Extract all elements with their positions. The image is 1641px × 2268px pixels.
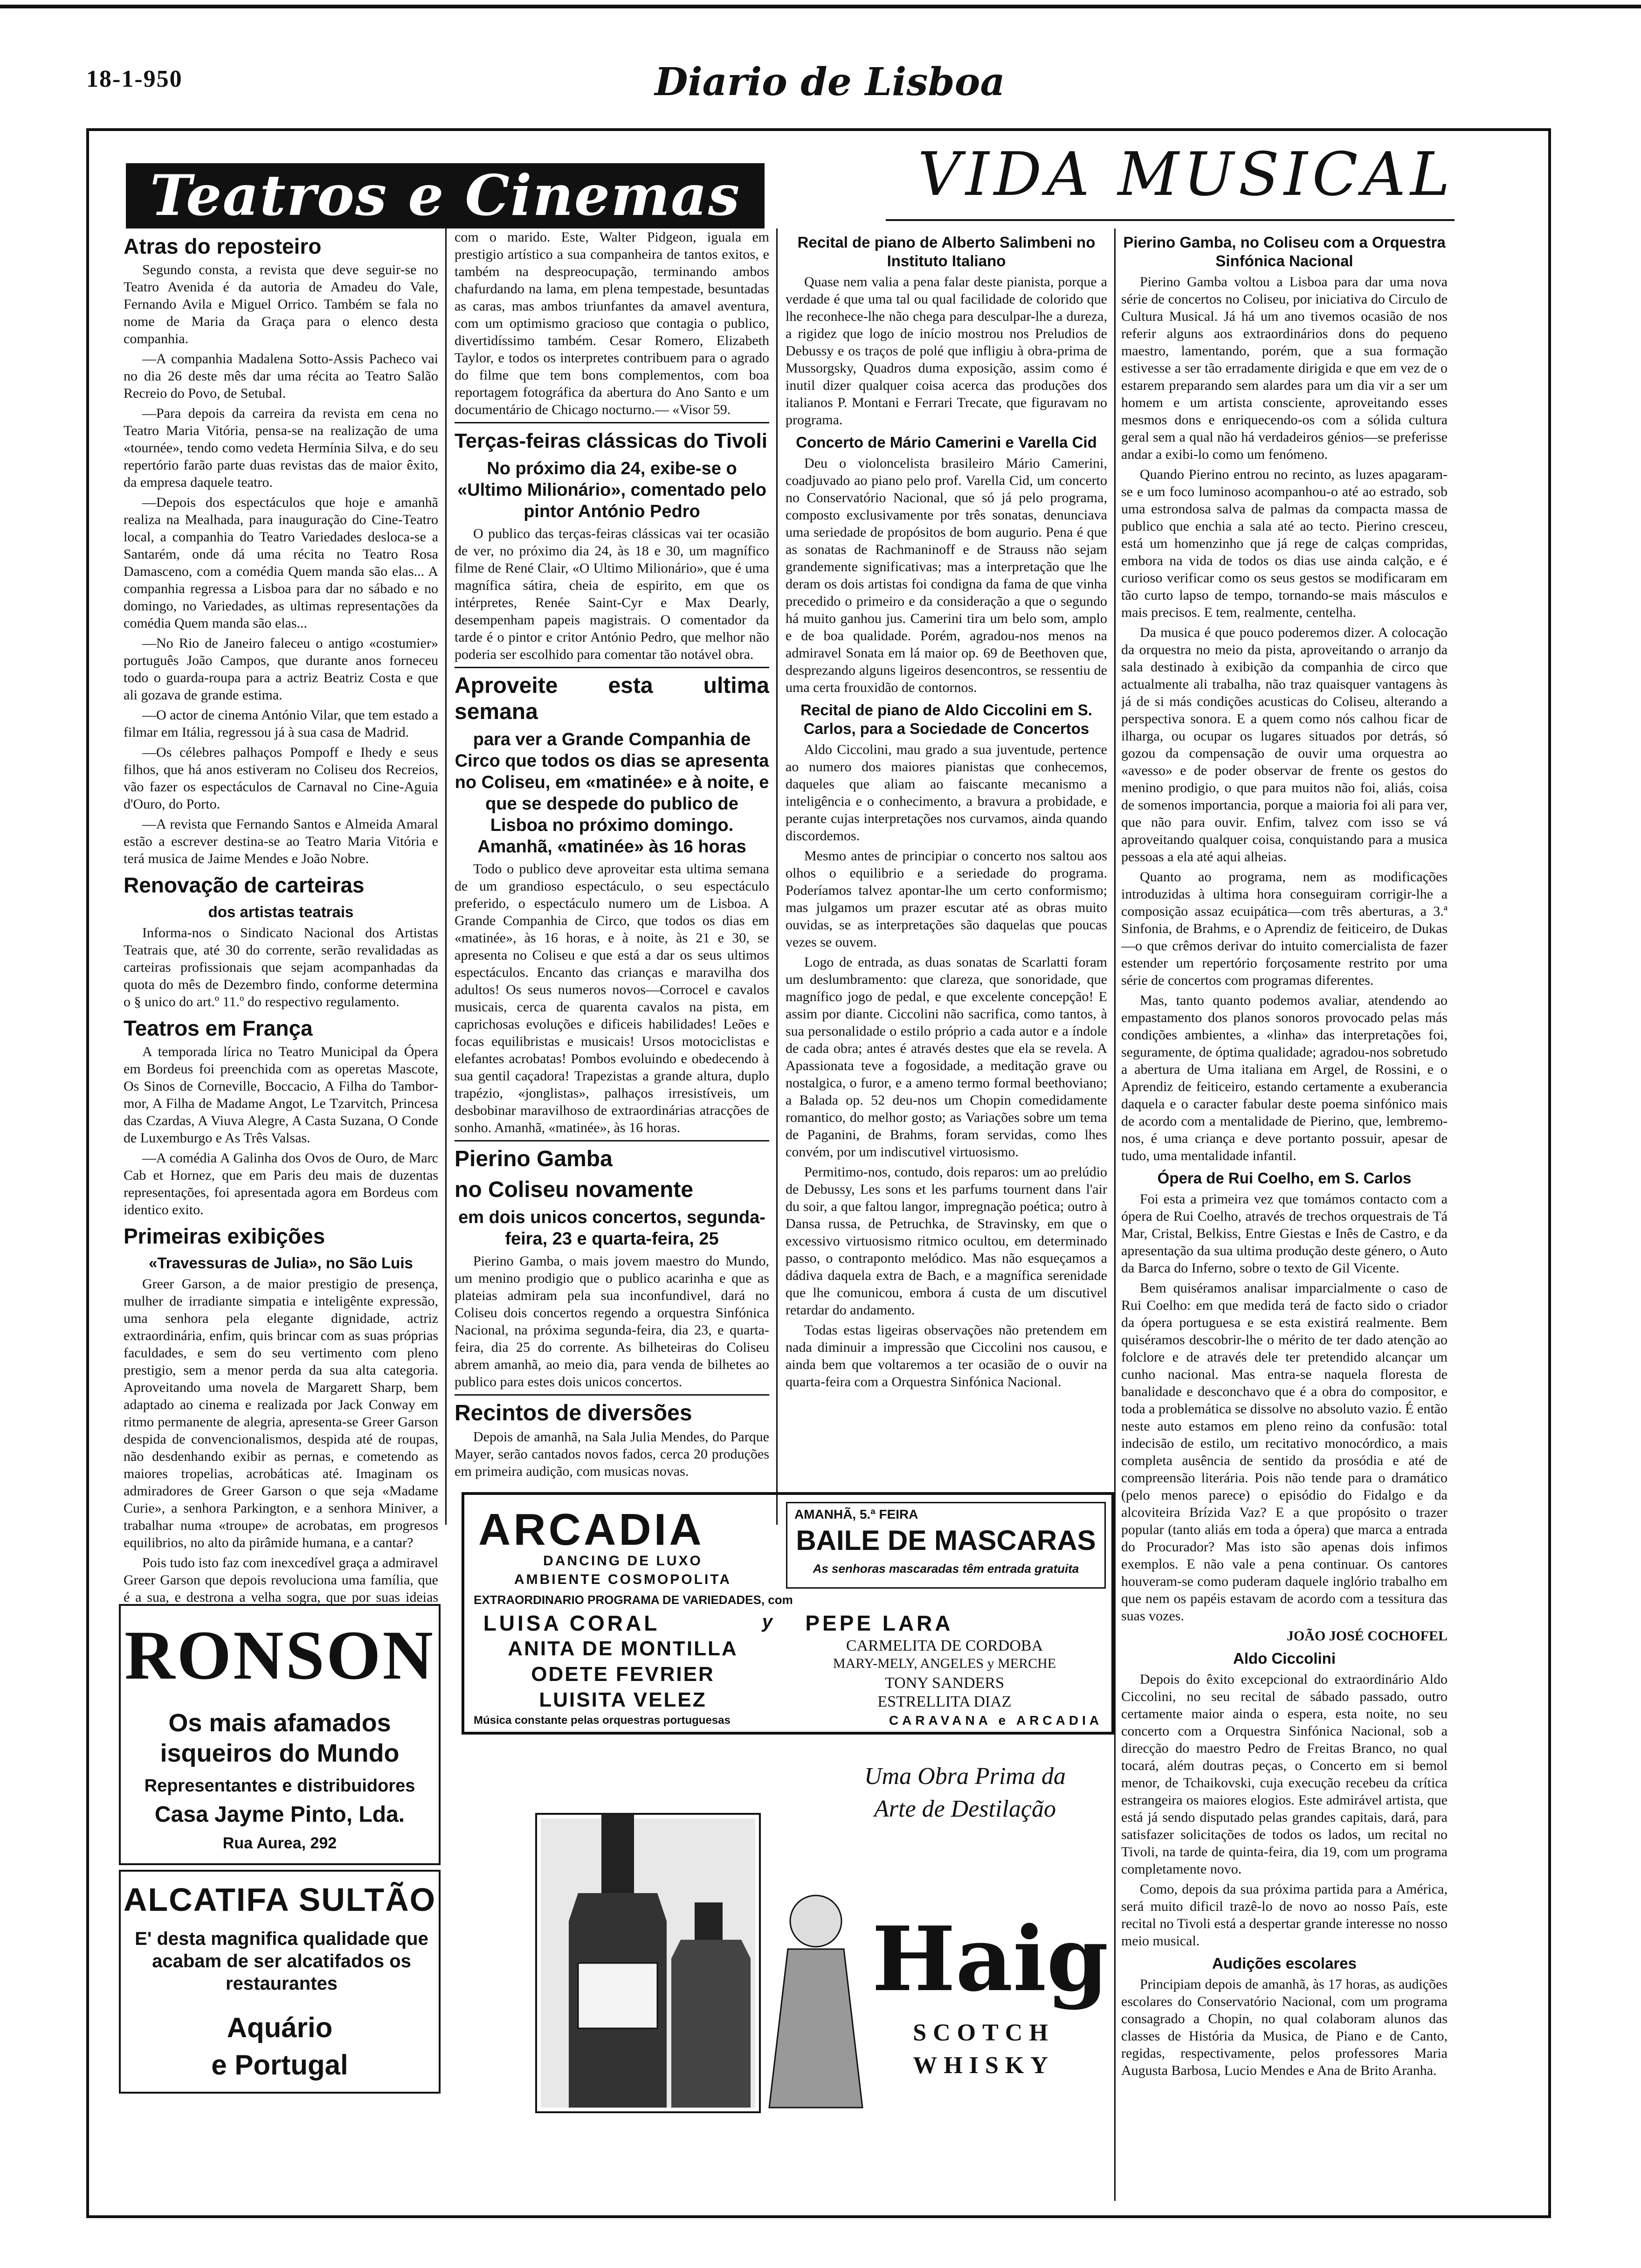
paragraph: —O actor de cinema António Vilar, que tem estado a filmar em Itália, regressou já à sua casa de Madrid.	[124, 707, 438, 740]
paragraph: Pierino Gamba voltou a Lisboa para dar uma nova série de concertos no Coliseu, por iniciativa do Circulo de Cultura Musical. Já há um ano tivemos ocasião de nos referir alguns aos extraordinários dons do pequeno maestro, lamentando, porém, que a sua formação estivesse a ser tão erradamente dirigida e que em vez de o estarem preparando sem alardes para um dia vir a ser um homem e um artista consciente, aproveitando esses mesmos dons e enriquecendo-os com a sólida cultura geral sem a qual não há verdadeiros génios—se preferisse andar a exibi-lo como um fenómeno.	[1121, 274, 1448, 462]
section-title: Atras do reposteiro	[124, 234, 322, 258]
column-divider	[776, 228, 778, 1525]
paragraph: Quanto ao programa, nem as modificações introduzidas à ultima hora conseguiram corrigir-lhe a composição assaz ecuipática—com três aberturas, a 3.ª Sinfonia, de Brahms, e o Aprendiz de feiticeiro, de Dukas—o que crêmos derivar do intuito comercialista de fazer estender um repertório forçosamente restrito por uma série de concertos com programas diferentes.	[1121, 869, 1448, 988]
paragraph: Pierino Gamba, o mais jovem maestro do Mundo, um menino prodigio que o publico acarinha e que as plateias admiram pela sua inconfundivel, dará no Coliseu dois concertos regendo a orquestra Sinfónica Nacional, na próxima segunda-feira, dia 23, e quarta-feira, dia 25 do corrente. As bilheteiras do Coliseu abrem amanhã, ao meio dia, para venda de bilhetes ao publico para estes dois unicos concertos.	[455, 1253, 769, 1390]
paragraph: —Para depois da carreira da revista em cena no Teatro Maria Vitória, pensa-se na realização de uma «tournée», tendo como vedeta Hermínia Silva, e do seu repertório farão parte duas revistas das de maior êxito, da empresa daquele teatro.	[124, 406, 438, 490]
paragraph: Foi esta a primeira vez que tomámos contacto com a ópera de Rui Coelho, através de trechos orquestrais de Tá Mar, Cristal, Belkiss, Entre Giestas e Inês de Castro, e da apresentação da sua ultima produção deste género, o Auto da Barca do Inferno, sobre o texto de Gil Vicente.	[1121, 1191, 1448, 1276]
paragraph: Como, depois da sua próxima partida para a América, será muito dificil trazê-lo de novo ao nosso País, este recital no Tivoli está a despertar grande interesse no nosso meio musical.	[1121, 1881, 1448, 1949]
ad-line: SCOTCH	[913, 2019, 1055, 2046]
divider	[455, 422, 769, 423]
paragraph: —Os célebres palhaços Pompoff e Ihedy e seus filhos, que há anos estiveram no Coliseu dos Recreios, vão fazer os espectáculos de Carnaval no Cine-Aguia d'Ouro, do Porto.	[124, 745, 438, 812]
ad-line: AMANHÃ, 5.ª FEIRA	[794, 1507, 918, 1521]
section-title: Terças-feiras clássicas do Tivoli	[455, 429, 767, 452]
vida-musical-title: VIDA MUSICAL	[917, 140, 1455, 209]
haig-ad	[462, 1744, 1114, 2154]
paragraph: —Depois dos espectáculos que hoje e amanhã realiza na Mealhada, para inauguração do Cine-Teatro local, a companhia do Teatro Variedades desloca-se a Santarém, onde dá uma récita no Teatro Rosa Damasceno, com a comédia Quem manda são elas... A companhia regressa a Lisboa para dar no sábado e no domingo, no Variedades, as ultimas representações da comédia Quem manda são elas...	[124, 495, 438, 631]
ad-line: y	[762, 1611, 773, 1632]
headline: em dois unicos concertos, segunda-feira, 23 e quarta-feira, 25	[458, 1208, 765, 1249]
ad-brand: Haig	[872, 1907, 1109, 2011]
baile-box	[786, 1502, 1106, 1589]
divider	[455, 1140, 769, 1141]
article-heading: Concerto de Mário Camerini e Varella Cid	[796, 434, 1097, 451]
paragraph: com o marido. Este, Walter Pidgeon, iguala em prestigio artístico a sua companheira de tantos exitos, e também na despreocupação, terminando ambos chafurdando na lama, em plena tempestade, besuntadas as caras, mas ambos triunfantes da amavel aventura, com um optimismo gracioso que contagia o publico, divertidíssimo também. Cesar Romero, Elizabeth Taylor, e todos os interpretes contribuem para o agrado do filme que tem bons complementos, com boa reportagem fotográfica da abertura do Ano Santo e um documentário de Chicago nocturno.— «Visor 59.	[455, 229, 769, 417]
ad-line: EXTRAORDINARIO PROGRAMA DE VARIEDADES, com	[474, 1593, 793, 1607]
article-heading: Ópera de Rui Coelho, em S. Carlos	[1157, 1169, 1412, 1187]
ad-line: Casa Jayme Pinto, Lda.	[154, 1802, 405, 1827]
ad-line: CARAVANA e ARCADIA	[889, 1713, 1103, 1728]
column-divider	[445, 228, 447, 1525]
ad-artist: ESTRELLITA DIAZ	[877, 1693, 1012, 1710]
ad-line: e Portugal	[211, 2049, 348, 2081]
section-title: no Coliseu novamente	[455, 1177, 694, 1202]
paragraph: —No Rio de Janeiro faleceu o antigo «costumier» português João Campos, que durante anos forneceu todo o guarda-roupa para a actriz Beatriz Costa e que ali gozava de grande estima.	[124, 636, 438, 703]
paragraph: Greer Garson, a de maior prestigio de presença, mulher de irradiante simpatia e inteligênte expressão, uma senhora pela elegante dignidade, actriz extraordinária, enfim, quis brincar com as suas próprias faculdades, e sem do seu vertimento com pleno prestigio, sem a menor perda da sua alta categoria. Aproveitando uma novela de Margarett Sharp, bem adaptado ao cinema e realizada por Jack Conway em ritmo permanente de alegria, apresenta-se Greer Garson despida de convencionalismos, despida até de roupas, não desdenhando exibir as pernas, e cometendo as maiores tropelias, acrobáticas até. Imaginam os admiradores de Greer Garson o que seja «Madame Curie», a senhora Parkington, e a senhora Miniver, a trabalhar numa «troupe» de acrobatas, em progresos equilibrios, no alto da pirâmide humana, e a cantar?	[124, 1276, 438, 1550]
author-signature: JOÃO JOSÉ COCHOFEL	[1286, 1628, 1448, 1644]
ad-line: AMBIENTE COSMOPOLITA	[514, 1572, 732, 1587]
vida-rule	[886, 219, 1455, 221]
divider	[455, 1394, 769, 1396]
ad-brand: ARCADIA	[478, 1505, 704, 1555]
alcatifa-ad	[119, 1870, 441, 2094]
paragraph: Permitimo-nos, contudo, dois reparos: um ao prelúdio de Debussy, Les sons et les parfums tournent dans l'air du soir, a que faltou langor, impregnação poética; outro à Dansa russa, de Petruchka, de Stravinsky, em que o excessivo virtuosismo ritmico ocultou, em determinado passo, o contraponto melódico. Mas não esqueçamos a dádiva daquela extra de Bach, e a magnífica serenidade que lhe comunicou, embora á custa de um discutivel retardar do andamento.	[786, 1164, 1107, 1318]
paragraph: O publico das terças-feiras clássicas vai ter ocasião de ver, no próximo dia 24, às 18 e 30, um magnífico filme de René Clair, «O Ultimo Milionário», que é uma magnífica sátira, cheia de espirito, em que os intérpretes, Renée Saint-Cyr e Max Dearly, desempenham papeis magistrais. O comentador da tarde é o pintor e critor António Pedro, que melhor não poderia ser escolhido para comentar tão notável obra.	[455, 526, 769, 662]
section-title: Teatros em França	[124, 1016, 313, 1040]
ad-artist: ODETE FEVRIER	[531, 1663, 715, 1686]
section-subtitle: dos artistas teatrais	[208, 903, 354, 920]
paragraph: Logo de entrada, as duas sonatas de Scarlatti foram um deslumbramento: que clareza, que sonoridade, que magnífico jogo de pedal, e que excelente concepção! E assim por diante. Ciccolini não sacrifica, como tantos, à sua personalidade o estilo próprio a cada autor e a índole de cada obra; antes é através destes que ela se revela. A Apassionata teve a fogosidade, a meditação grave ou nostalgica, o furor, e a ameno termo formal beethoviano; a Balada op. 52 deu-nos um Chopin comedidamente romantico, do melhor gosto; as Variações sobre um tema de Paganini, de Brahms, foram servidas, como lhes convém, por um indiscutivel virtuosismo.	[786, 954, 1107, 1160]
paragraph: Todas estas ligeiras observações não pretendem em nada diminuir a impressão que Ciccolini nos causou, e ainda bem que voltaremos a ter ocasião de o ouvir na quarta-feira com a Orquestra Sinfónica Nacional.	[786, 1322, 1107, 1390]
article-heading: Audições escolares	[1212, 1955, 1357, 1972]
ad-brand: RONSON	[124, 1617, 435, 1694]
paragraph: —A companhia Madalena Sotto-Assis Pacheco vai no dia 26 deste mês dar uma récita ao Teatro Salão Recreio do Povo, de Setubal.	[124, 351, 438, 401]
teatros-column-1	[124, 228, 438, 1604]
section-title: Aproveite esta ultima semana	[455, 673, 769, 724]
ad-line: Música constante pelas orquestras portuguesas	[474, 1714, 731, 1727]
ad-address: Rua Aurea, 292	[222, 1834, 337, 1852]
article-heading: Recital de piano de Alberto Salimbeni no Instituto Italiano	[797, 234, 1096, 270]
paragraph: Quase nem valia a pena falar deste pianista, porque a verdade é que uma tal ou qual facilidade de colorido que lhe reconhece-lhe não chega para desculpar-lhe a dureza, a rigidez que logo de início mostrou nos Preludios de Debussy e os traços de polé que infligiu à obra-prima de Mussorgsky, Quadros duma exposição, assim como é inutil dizer qualquer coisa acerca das produções dos italianos P. Montani e Ferrari Trecate, que figuravam no programa.	[786, 274, 1107, 428]
ad-artist: TONY SANDERS	[885, 1674, 1004, 1692]
headline: No próximo dia 24, exibe-se o «Ultimo Milionário», comentado pelo pintor António Pedro	[457, 459, 766, 521]
section-title: Primeiras exibições	[124, 1224, 325, 1248]
paragraph: Principiam depois de amanhã, às 17 horas, as audições escolares do Conservatório Nacional, com um programa consagrado a Chopin, no qual colaboram alunos das classes de História da Musica, de Piano e de Canto, regidas, respectivamente, pelos professores Maria Augusta Barbosa, Lucio Mendes e Ana de Brito Aranha.	[1121, 1977, 1448, 2078]
masthead: Diario de Lisboa	[655, 60, 1005, 104]
ad-tagline: Arte de Destilação	[874, 1796, 1056, 1822]
ad-tagline: Uma Obra Prima da	[864, 1763, 1066, 1790]
ad-line: DANCING DE LUXO	[543, 1553, 703, 1569]
ad-line: E' desta magnifica qualidade que acabam de ser alcatifados os restaurantes	[135, 1929, 428, 1994]
article-heading: Pierino Gamba, no Coliseu com a Orquestra Sinfónica Nacional	[1123, 234, 1446, 270]
teatros-column-2	[455, 228, 769, 1525]
ad-headline: BAILE DE MASCARAS	[796, 1525, 1096, 1556]
section-subtitle: «Travessuras de Julia», no São Luis	[149, 1254, 413, 1272]
article-heading: Recital de piano de Aldo Ciccolini em S. Carlos, para a Sociedade de Concertos	[800, 701, 1092, 737]
ad-line: Representantes e distribuidores	[144, 1776, 415, 1796]
article-heading: Aldo Ciccolini	[1233, 1650, 1336, 1667]
column-divider	[1114, 228, 1116, 2201]
ad-line: Aquário	[227, 2012, 333, 2043]
ad-artist: CARMELITA DE CORDOBA	[846, 1637, 1043, 1654]
ad-line: isqueiros do Mundo	[160, 1739, 400, 1767]
top-rule	[0, 5, 1641, 8]
paragraph: Bem quiséramos analisar imparcialmente o caso de Rui Coelho: em que medida terá de facto sido o criador da ópera portuguesa e se esta existirá realmente. Bem quiséramos descobrir-lhe o mérito de ter dado atenção ao folclore e de através dele ter pretendido alcançar um cunho nacional. Mas entra-se naquela floresta de banalidade e desconchavo que é a obra do compositor, e toda a problemática se dissolve no absoluto vazio. É então neste auto estamos em pleno reino da confusão: total indecisão de estilo, um recitativo monocórdico, a mais completa ausência de sentido da prosódia e até de compreensão literária. Pois não tende para o dramático (pelo menos parece) o episódio do Fidalgo e da alcoviteira Brízida Vaz? E a que propósito o trazer popular (tanto aliás em toda a ópera) que marca a entrada do Procurador? Mas isto são apenas dois infimos exemplos. E não vale a pena continuar. Os cantores houveram-se como puderam daquele inglório trabalho em que nem os papéis estavam de acordo com a tessitura das suas vozes.	[1121, 1280, 1448, 1624]
divider	[455, 667, 769, 668]
ronson-ad	[119, 1604, 441, 1865]
section-title: Recintos de diversões	[455, 1401, 692, 1425]
headline: para ver a Grande Companhia de Circo que todos os dias se apresenta no Coliseu, em «matinée» e à noite, e que se despede do publico de Lisboa no próximo domingo. Amanhã, «matinée» às 16 horas	[455, 730, 769, 857]
vida-column-1	[786, 228, 1107, 1525]
ad-artist: LUISA CORAL	[483, 1611, 660, 1635]
paragraph: Aldo Ciccolini, mau grado a sua juventude, pertence ao numero dos maiores pianistas que conhecemos, daqueles que aliam ao faiscante mecanismo a inteligência e o conhecimento, a bravura a probidade, e perante cujas interpretações nos curvamos, ainda quando discordemos.	[786, 742, 1107, 844]
section-title: Renovação de carteiras	[124, 873, 365, 897]
teatros-banner: Teatros e Cinemas	[126, 163, 765, 228]
paragraph: Depois do êxito excepcional do extraordinário Aldo Ciccolini, no seu recital de sábado passado, outro certamente maior ainda o espera, esta noite, no seu concerto com a Orquestra Sinfónica Nacional, sob a direcção do maestro Pedro de Freitas Branco, no qual tocará, além doutras peças, o Concerto em si bemol menor, de Tchaikovski, cuja execução recebeu da crítica estrangeira os maiores elogios. Este admirável artista, que está já sendo disputado pelas grandes capitais, dará, para satisfazer solicitações de todos os lados, um recital no Tivoli, na tarde de quinta-feira, dia 19, com um programa completamente novo.	[1121, 1672, 1448, 1877]
ad-line: As senhoras mascaradas têm entrada gratuita	[813, 1562, 1079, 1576]
arcadia-ad	[462, 1492, 1114, 1735]
vida-column-2	[1121, 228, 1448, 2201]
paragraph: A temporada lírica no Teatro Municipal da Ópera em Bordeus foi preenchida com as operetas Mascote, Os Sinos de Corneville, Boccacio, A Filha do Tambor-mor, A Filha de Madame Angot, Le Tzarvitch, Princesa das Czardas, A Viuva Alegre, A Casta Suzana, O Conde de Luxemburgo e As Três Valsas.	[124, 1044, 438, 1146]
paragraph: —A revista que Fernando Santos e Almeida Amaral estão a escrever destina-se ao Teatro Maria Vitória e terá musica de Jaime Mendes e João Nobre.	[124, 816, 438, 866]
paragraph: Mas, tanto quanto podemos avaliar, atendendo ao empastamento dos planos sonoros provocado pelas más condições ambientes, a «linha» das interpretações foi, seguramente, de óptima qualidade; agradou-nos sobretudo a abertura de Uma italiana em Argel, de Rossini, e o Aprendiz de feiticeiro, estando certamente a exuberancia daquela e o caracter fabular deste poema sinfónico mais de acordo com a mentalidade de Pierino, que, lembremo-nos, é uma criança e deve portanto possuir, apesar de tudo, uma mentalidade infantil.	[1121, 993, 1448, 1163]
paragraph: Da musica é que pouco poderemos dizer. A colocação da orquestra no meio da pista, aproveitando o arranjo da sala destinado à exibição da companhia de circo que actualmente ali trabalha, não traz quaisquer vantagens às já de si más condições acusticas do Coliseu, alterando a perspectiva sonora. E a quem como nós calhou ficar de ilharga, ou ocupar os lugares situados por detrás, só gozou da compensação de ouvir uma orquestra ao «avesso» e de poder observar de frente os gestos do menino prodigio, o que para muitos não foi, aliás, coisa de somenos importancia, porque a maioria foi ali para ver, que não para ouvir. Enfim, talvez com isso se vá aproveitando qualquer coisa, conquistando para a musica pessoas a ela até aqui alheias.	[1121, 625, 1448, 864]
paragraph: Mesmo antes de principiar o concerto nos saltou aos olhos o equilibrio e a seriedade do programa. Poderíamos talvez apontar-lhe um certo conformismo; mas julgamos um prazer escutar até as obras muito ouvidas, se as interpretações são daquelas que poucas vezes se ouvem.	[786, 848, 1107, 950]
ad-line: WHISKY	[913, 2052, 1055, 2079]
paragraph: —A comédia A Galinha dos Ovos de Ouro, de Marc Cab et Hornez, que em Paris deu mais de duzentas representações, foi apresentada agora em Bordeus com identico exito.	[124, 1150, 438, 1217]
paragraph: Deu o violoncelista brasileiro Mário Camerini, coadjuvado ao piano pelo prof. Varella Cid, um concerto no Conservatório Nacional, que só já pelo programa, composto exclusivamente por três sonatas, denunciava uma seriedade de propósitos de bom augurio. Pena é que as sonatas de Rachmaninoff e de Strauss não sejam grandemente significativas; mas a interpretação que lhe deram os dois artistas foi condigna da fama de que vinha precedido o primeiro e da consideração a que o segundo há muito ganhou jus. Camerini tira um belo som, amplo e de boa qualidade. Porém, agradou-nos menos na admiravel Sonata em lá maior op. 69 de Beethoven que, desprezando alguns ligeiros desencontros, se ressentiu de uma certa frouxidão de contornos.	[786, 456, 1107, 695]
paragraph: Depois de amanhã, na Sala Julia Mendes, do Parque Mayer, serão cantados novos fados, cerca 20 produções em primeira audição, com musicas novas.	[455, 1429, 769, 1479]
ad-artist: ANITA DE MONTILLA	[508, 1637, 738, 1660]
ad-artist: LUISITA VELEZ	[539, 1688, 707, 1711]
ad-artist: MARY-MELY, ANGELES y MERCHE	[833, 1656, 1056, 1671]
paragraph: Pois tudo isto faz com inexcedível graça a admiravel Greer Garson que depois revoluciona uma família, que é a sua, e destrona a velha sogra, que por suas ideias	[124, 1555, 438, 1604]
ad-line: Os mais afamados	[168, 1709, 391, 1737]
ad-artist: PEPE LARA	[805, 1611, 953, 1635]
paragraph: Informa-nos o Sindicato Nacional dos Artistas Teatrais que, até 30 do corrente, serão revalidadas as carteiras profissionais que sejam acompanhadas da quota do mês de Dezembro findo, conforme determina o § unico do art.º 11.º do respectivo regulamento.	[124, 925, 438, 1010]
paragraph: Segundo consta, a revista que deve seguir-se no Teatro Avenida é da autoria de Amadeu do Vale, Fernando Avila e Miguel Orrico. Também se fala no nome de Maria da Graça para o elenco desta companhia.	[124, 262, 438, 346]
issue-date: 18-1-950	[86, 66, 183, 92]
section-title: Pierino Gamba	[455, 1147, 613, 1171]
ad-brand: ALCATIFA SULTÃO	[123, 1881, 436, 1918]
paragraph: Todo o publico deve aproveitar esta ultima semana de um grandioso espectáculo, o seu espectáculo preferido, o espectáculo numero um de Lisboa. A Grande Companhia de Circo, que todos os dias em «matinée», às 16 horas, e à noite, às 21 e 30, se apresenta no Coliseu e que está a dar os seus ultimos espectáculos. Encanto das crianças e maravilha dos adultos! Os seus numeros novos—Corrocel e cavalos musicais, cerca de quarenta cavalos na pista, em caprichosas evoluções e dificeis habilidades! Leões e focas equilibristas e musicais! Ursos motociclistas e elefantes acrobatas! Pombos evoluindo e obedecendo à sua gentil caçadora! Trapezistas a grande altura, duplo trapézio, «jonglistas», palhaços irresistíveis, um desbobinar maravilhoso de extraordinárias atracções de sonho. Amanhã, «matinée», às 16 horas.	[455, 861, 769, 1135]
paragraph: Quando Pierino entrou no recinto, as luzes apagaram-se e um foco luminoso acompanhou-o até ao estrado, sob uma estrondosa salva de palmas da compacta massa de publico que enchia a sala até ao tecto. Pierino cresceu, está um homenzinho que já rege de calças compridas, embora na vida de todos os dias use ainda calção, e é curioso verificar como os seus gestos se modificaram em tão curto lapso de tempo, tornando-se mais másculos e mais precisos. E tem, realmente, centelha.	[1121, 467, 1448, 620]
